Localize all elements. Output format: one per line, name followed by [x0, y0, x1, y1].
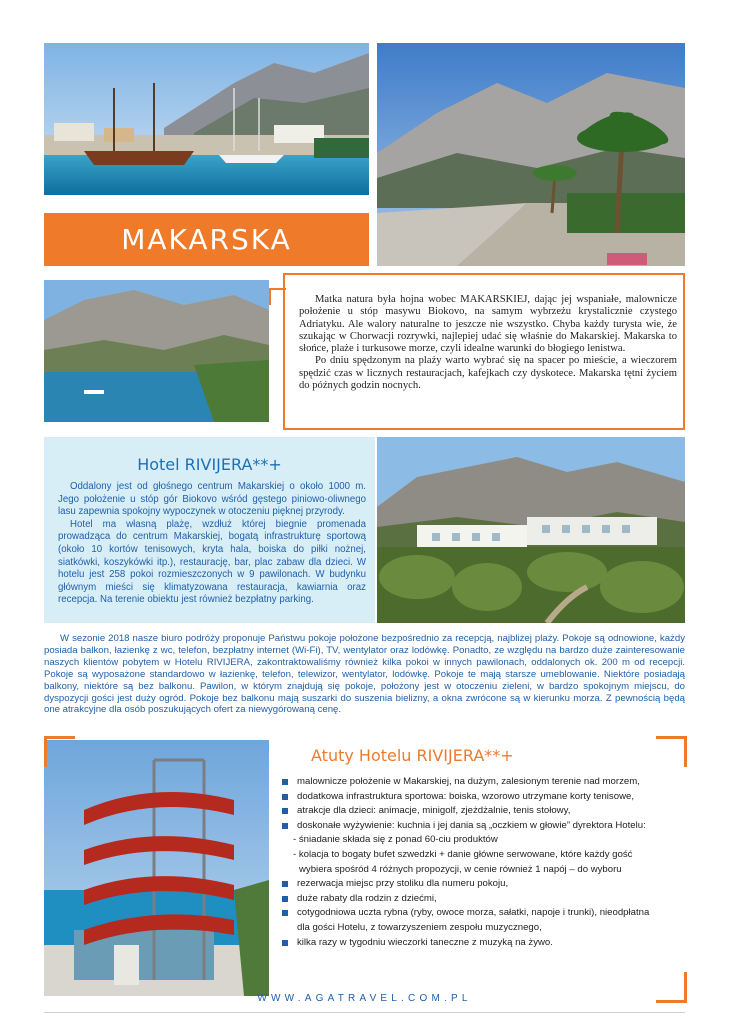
footer-website-link[interactable]: WWW.AGATRAVEL.COM.PL — [257, 993, 472, 1004]
atuty-subitem: - śniadanie składa się z ponad 60-ciu produktów — [293, 834, 498, 846]
intro-corner-accent — [269, 288, 286, 305]
atuty-item: doskonałe wyżywienie: kuchnia i jej dania są „oczkiem w głowie” dyrektora Hotelu: — [281, 819, 661, 834]
hotel-title: Hotel RIVIJERA**+ — [137, 455, 282, 474]
atuty-item: kilka razy w tygodniu wieczorki taneczne z muzyką na żywo. — [281, 936, 661, 951]
atuty-title: Atuty Hotelu RIVIJERA**+ — [311, 746, 514, 765]
bullet-square-icon — [282, 823, 288, 829]
hotel-description — [58, 481, 366, 607]
atuty-item: cotygodniowa uczta rybna (ryby, owoce morza, sałatki, napoje i trunki), nieodpłatna dla gości Hotelu, z towarzyszeniem zespołu muzycznego, — [281, 906, 661, 935]
atuty-subitem: wybiera spośród 4 różnych propozycji, w cenie również 1 napój – do wyboru — [299, 863, 622, 875]
bay-photo — [44, 280, 269, 422]
page-title: MAKARSKA — [121, 223, 292, 256]
waterslide-photo — [44, 740, 269, 996]
atuty-item: dodatkowa infrastruktura sportowa: boiska, wzorowo utrzymane korty tenisowe, — [281, 790, 661, 805]
bullet-square-icon — [282, 881, 288, 887]
corner-bracket-top-right — [656, 736, 687, 767]
bullet-square-icon — [282, 794, 288, 800]
bullet-square-icon — [282, 808, 288, 814]
hotel-paragraph: Hotel ma własną plażę, wzdłuż której biegnie promenada prowadząca do centrum Makarskiej, bogatą infrastrukturę sportową (około 10 kortów tenisowych, kryta hala, boiska do piłki nożnej, siatkówki, koszykówki itp.), restaurację, bar, plac zabaw dla dzieci. W hotelu jest 258 pokoi rozmieszczonych w 9 pawilonach. W budynku głównym mieści się klimatyzowana restauracja, kawiarnia oraz recepcja. Na terenie obiektu jest również bezpłatny parking. — [58, 518, 366, 606]
atuty-item: malownicze położenie w Makarskiej, na dużym, zalesionym terenie nad morzem, — [281, 775, 661, 790]
season-offer-text: W sezonie 2018 nasze biuro podróży proponuje Państwu pokoje położone bezpośrednio za recepcją, najbliżej plaży. Pokoje są odnowione, każdy posiada balkon, łazienkę z wc, telefon, bezpłatny internet (Wi-Fi), TV, wentylator oraz lodówkę. Ponadto, ze względu na bardzo duże zainteresowanie naszych klientów pobytem w Hotelu RIVIJERA, zakontraktowaliśmy również kilka pokoi w innych pawilonach, oddalonych ok. 200 m od recepcji. Pokoje są wyposażone standardowo w łazienkę, telefon, telewizor, wentylator, lodówkę. Pokoje te mają starsze umeblowanie. Niektóre posiadają balkony, niektóre są bez balkonu. Pawilon, w którym znajdują się pokoje, położony jest w otoczeniu zieleni, w bardzo spokojnym miejscu, do dyspozycji gości jest duży ogród. Pokoje bez balkonu mają suszarki do suszenia bielizny, a okna zwrócone są w kierunku morza. Z pewnością będą one atrakcyjne dla osób poszukujących ofert za niewygórowaną cenę. — [44, 633, 685, 716]
bullet-square-icon — [282, 910, 288, 916]
atuty-list — [281, 775, 661, 950]
atuty-item: rezerwacja miejsc przy stoliku dla numeru pokoju, — [281, 877, 661, 892]
title-banner — [44, 213, 369, 266]
hotel-photo — [377, 437, 685, 623]
intro-paragraph: Matka natura była hojna wobec MAKARSKIEJ, dając jej wspaniałe, malownicze położenie u stóp masywu Biokovo, na samym wybrzeżu krystalicznie czystego Adriatyku. Ale walory naturalne to jeszcze nie wszystko. Chyba każdy turysta wie, że szukając w Chorwacji rozrywki, najlepiej udać się właśnie do Makarskiej. Makarska to słońce, plaże i turkusowe morze, czyli idealne warunki do błogiego lenistwa. — [299, 294, 677, 355]
harbour-photo — [44, 43, 369, 195]
intro-text — [299, 294, 677, 392]
bullet-square-icon — [282, 779, 288, 785]
promenade-photo — [377, 43, 685, 266]
hotel-paragraph: Oddalony jest od głośnego centrum Makarskiej o około 1000 m. Jego położenie u stóp gór Biokovo wśród gęstego piniowo-oliwnego lasu zapewnia spokojny wypoczynek w otoczeniu pięknej przyrody. — [58, 481, 366, 518]
corner-bracket-top-left — [44, 736, 75, 767]
atuty-item: atrakcje dla dzieci: animacje, minigolf, zjeżdżalnie, tenis stołowy, — [281, 804, 661, 819]
atuty-item: duże rabaty dla rodzin z dziećmi, — [281, 892, 661, 907]
footer-divider — [44, 1012, 685, 1013]
intro-paragraph: Po dniu spędzonym na plaży warto wybrać się na spacer po mieście, a wieczorem spędzić czas w licznych restauracjach, kafejkach czy dyskotece. Makarska tętni życiem do późnych godzin nocnych. — [299, 355, 677, 392]
atuty-subitem: - kolacja to bogaty bufet szwedzki + danie główne serwowane, które każdy gość — [293, 848, 633, 860]
bullet-square-icon — [282, 940, 288, 946]
bullet-square-icon — [282, 896, 288, 902]
